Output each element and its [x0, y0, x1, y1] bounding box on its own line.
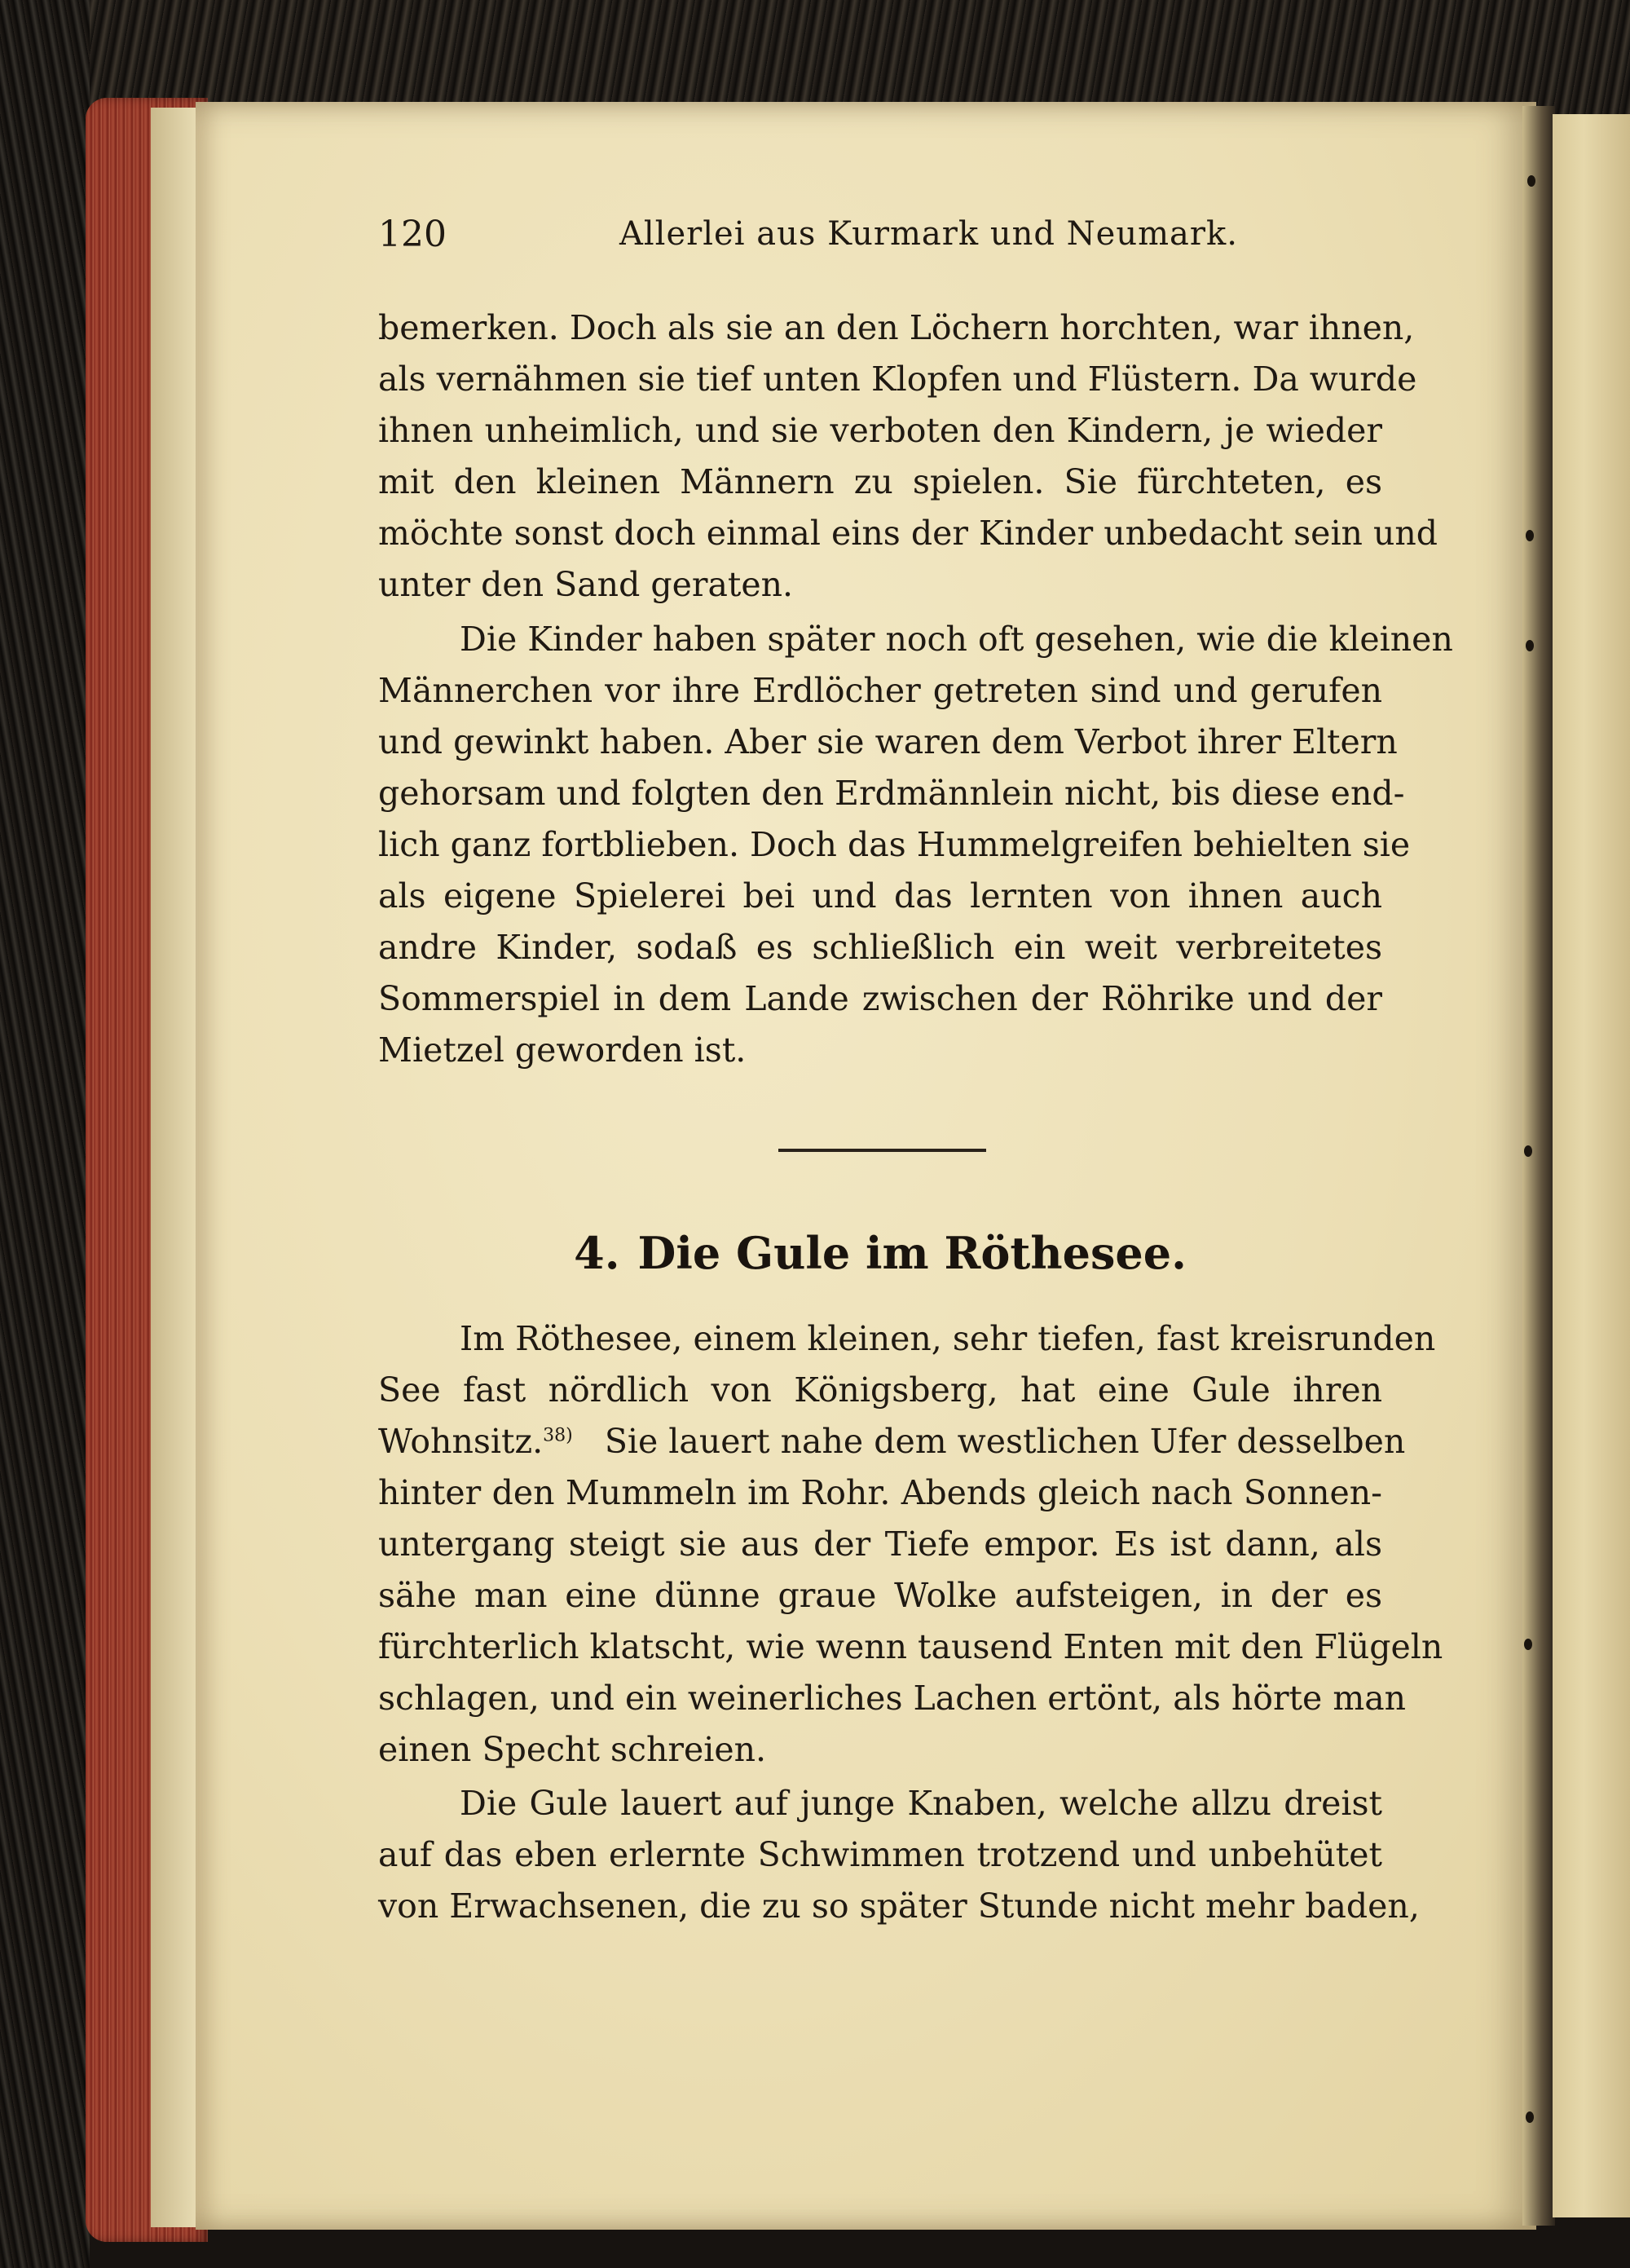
- text-line: von Erwachsenen, die zu so später Stunde nicht mehr baden,: [378, 1886, 1420, 1926]
- text-line: Die Kinder haben später noch oft gesehen, wie die kleinen: [460, 620, 1453, 659]
- binding-stitch: [1526, 2111, 1534, 2123]
- text-line: als eigene Spielerei bei und das lernten von ihnen auch: [378, 876, 1382, 916]
- text-line: mit den kleinen Männern zu spielen. Sie fürchteten, es: [378, 462, 1382, 501]
- facing-page-edge: [1553, 114, 1630, 2217]
- binding-stitch: [1526, 530, 1534, 541]
- text-line: hinter den Mummeln im Rohr. Abends gleich nach Sonnen-: [378, 1473, 1382, 1512]
- section-title: Die Gule im Röthesee.: [637, 1227, 1187, 1279]
- text-line: gehorsam und folgten den Erdmännlein nicht, bis diese end-: [378, 774, 1405, 813]
- text-line: Männerchen vor ihre Erdlöcher getreten sind und gerufen: [378, 671, 1382, 710]
- text-line: als vernähmen sie tief unten Klopfen und Flüstern. Da wurde: [378, 360, 1417, 399]
- section-heading: [378, 1227, 1382, 1292]
- text-line: Mietzel geworden ist.: [378, 1030, 747, 1070]
- text-line: schlagen, und ein weinerliches Lachen ertönt, als hörte man: [378, 1679, 1407, 1718]
- text-line: Sommerspiel in dem Lande zwischen der Röhrike und der: [378, 979, 1382, 1018]
- text-line: See fast nördlich von Königsberg, hat eine Gule ihren: [378, 1370, 1382, 1410]
- page-number: 120: [378, 214, 447, 255]
- text-line: und gewinkt haben. Aber sie waren dem Verbot ihrer Eltern: [378, 722, 1398, 761]
- text-line: möchte sonst doch einmal eins der Kinder unbedacht sein und: [378, 514, 1438, 553]
- text-line: einen Specht schreien.: [378, 1730, 767, 1769]
- book-gutter: [1522, 106, 1555, 2226]
- text-line: ihnen unheimlich, und sie verboten den Kindern, je wieder: [378, 411, 1382, 450]
- text-line: fürchterlich klatscht, wie wenn tausend Enten mit den Flügeln: [378, 1627, 1443, 1666]
- text-span: Sie lauert nahe dem westlichen Ufer desselben: [604, 1422, 1406, 1461]
- text-line: Im Röthesee, einem kleinen, sehr tiefen, fast kreisrunden: [460, 1319, 1436, 1358]
- book-binding-left: [0, 0, 90, 2268]
- section-number: 4.: [574, 1227, 620, 1279]
- running-header: [378, 214, 1382, 263]
- binding-stitch: [1527, 175, 1535, 187]
- footnote-reference: 38): [543, 1425, 573, 1446]
- text-line: Die Gule lauert auf junge Knaben, welche allzu dreist: [460, 1784, 1382, 1823]
- binding-stitch: [1526, 640, 1534, 651]
- binding-stitch: [1524, 1639, 1532, 1650]
- text-line: untergang steigt sie aus der Tiefe empor. Es ist dann, als: [378, 1525, 1382, 1564]
- binding-stitch: [1524, 1145, 1532, 1157]
- running-title: Allerlei aus Kurmark und Neumark.: [619, 215, 1238, 253]
- text-line: sähe man eine dünne graue Wolke aufsteigen, in der es: [378, 1576, 1382, 1615]
- text-line: andre Kinder, sodaß es schließlich ein weit verbreitetes: [378, 928, 1382, 967]
- section-divider: [778, 1149, 986, 1152]
- text-line: lich ganz fortblieben. Doch das Hummelgreifen behielten sie: [378, 825, 1411, 864]
- text-line: auf das eben erlernte Schwimmen trotzend und unbehütet: [378, 1835, 1382, 1874]
- text-line: unter den Sand geraten.: [378, 565, 794, 604]
- text-line: bemerken. Doch als sie an den Löchern horchten, war ihnen,: [378, 308, 1415, 347]
- text-span: Wohnsitz.: [378, 1422, 544, 1461]
- text-line: [378, 1417, 1406, 1466]
